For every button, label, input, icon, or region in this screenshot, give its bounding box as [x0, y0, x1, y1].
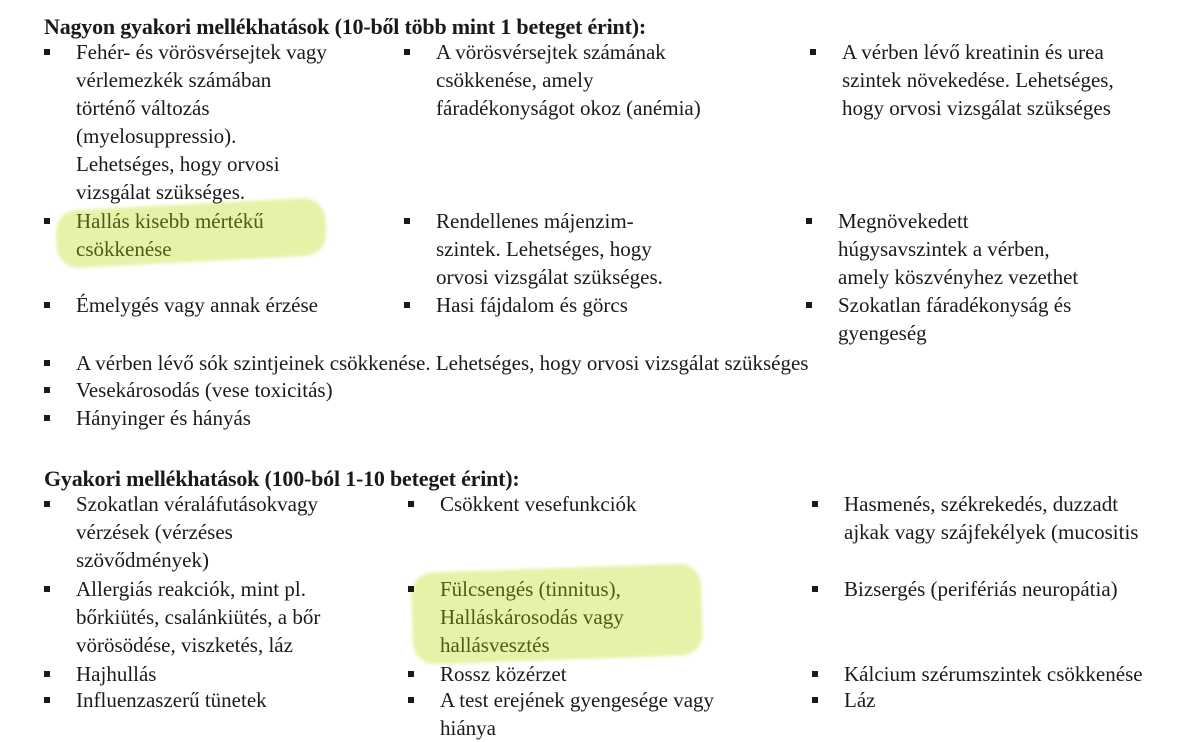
- bullet: [810, 49, 816, 55]
- bullet: [806, 302, 812, 308]
- bullet: [408, 697, 414, 703]
- list-item-highlighted: Hallás kisebb mértékű csökkenése: [44, 207, 264, 263]
- list-item: Vesekárosodás (vese toxicitás): [44, 376, 333, 404]
- bullet: [812, 671, 818, 677]
- list-item: Hasmenés, székrekedés, duzzadt ajkak vagy szájfekélyek (mucositis: [812, 490, 1138, 546]
- list-item: Bizsergés (perifériás neuropátia): [812, 575, 1118, 603]
- bullet: [44, 671, 50, 677]
- list-item: Allergiás reakciók, mint pl. bőrkiütés, csalánkiütés, a bőr vörösödése, viszketés, láz: [44, 575, 320, 659]
- bullet: [812, 501, 818, 507]
- list-item: Hányinger és hányás: [44, 404, 251, 432]
- list-item: Megnövekedett húgysavszintek a vérben, amely köszvényhez vezethet: [806, 207, 1078, 291]
- list-item-highlighted: Fülcsengés (tinnitus), Halláskárosodás vagy hallásvesztés: [408, 575, 624, 659]
- list-item: A vérben lévő kreatinin és urea szintek növekedése. Lehetséges, hogy orvosi vizsgálat szükséges: [810, 38, 1114, 122]
- bullet: [408, 586, 414, 592]
- list-item: A vérben lévő sók szintjeinek csökkenése. Lehetséges, hogy orvosi vizsgálat szükséges: [44, 349, 808, 377]
- bullet: [44, 501, 50, 507]
- list-item: Hajhullás: [44, 660, 156, 688]
- list-item: Rossz közérzet: [408, 660, 567, 688]
- section-heading-common: Gyakori mellékhatások (100-ból 1-10 beteget érint):: [44, 466, 520, 491]
- list-item: Kálcium szérumszintek csökkenése: [812, 660, 1143, 688]
- bullet: [812, 586, 818, 592]
- bullet: [806, 218, 812, 224]
- list-item: Csökkent vesefunkciók: [408, 490, 637, 518]
- bullet: [408, 671, 414, 677]
- bullet: [812, 697, 818, 703]
- list-item: Láz: [812, 686, 875, 714]
- list-item: Émelygés vagy annak érzése: [44, 291, 318, 319]
- bullet: [404, 49, 410, 55]
- bullet: [408, 501, 414, 507]
- list-item: Szokatlan véraláfutásokvagy vérzések (vérzéses szövődmények): [44, 490, 318, 574]
- bullet: [44, 360, 50, 366]
- bullet: [44, 415, 50, 421]
- bullet: [44, 387, 50, 393]
- list-item: A vörösvérsejtek számának csökkenése, amely fáradékonyságot okoz (anémia): [404, 38, 701, 122]
- list-item: Fehér- és vörösvérsejtek vagy vérlemezkék számában történő változás (myelosuppressio). Lehetséges, hogy orvosi vizsgálat szükséges.: [44, 38, 327, 206]
- list-item: Szokatlan fáradékonyság és gyengeség: [806, 291, 1071, 347]
- bullet: [44, 697, 50, 703]
- bullet: [404, 302, 410, 308]
- bullet: [404, 218, 410, 224]
- list-item: A test erejének gyengesége vagy hiánya: [408, 686, 714, 742]
- list-item: Rendellenes májenzim- szintek. Lehetséges, hogy orvosi vizsgálat szükséges.: [404, 207, 663, 291]
- bullet: [44, 49, 50, 55]
- section-heading-very-common: Nagyon gyakori mellékhatások (10-ből több mint 1 beteget érint):: [44, 14, 646, 39]
- bullet: [44, 302, 50, 308]
- list-item: Influenzaszerű tünetek: [44, 686, 267, 714]
- list-item: Hasi fájdalom és görcs: [404, 291, 628, 319]
- bullet: [44, 218, 50, 224]
- bullet: [44, 586, 50, 592]
